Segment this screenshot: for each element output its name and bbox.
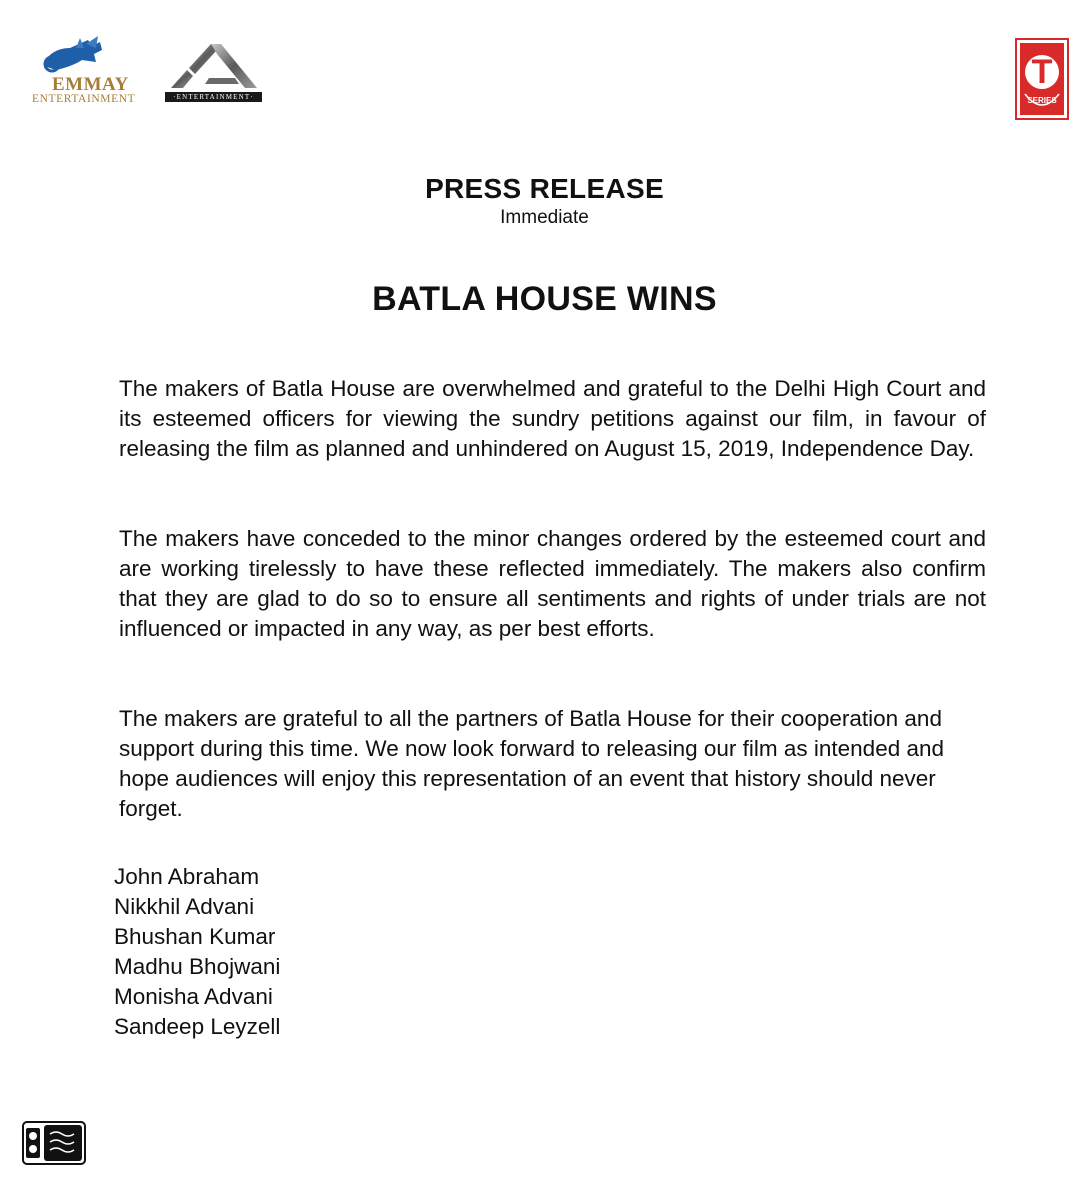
signatory: Madhu Bhojwani bbox=[114, 954, 281, 979]
signatory: Bhushan Kumar bbox=[114, 924, 276, 949]
signatory: Sandeep Leyzell bbox=[114, 1014, 281, 1039]
emmay-lion-icon bbox=[36, 36, 106, 78]
tseries-letter: T bbox=[1031, 53, 1053, 91]
ja-monogram-icon bbox=[165, 40, 262, 92]
press-release-subtitle: Immediate bbox=[500, 207, 589, 228]
body-paragraph: The makers of Batla House are overwhelmed and grateful to the Delhi High Court and its esteemed officers for viewing the sundry petitions against our film, in favour of releasing the film as planned and unhindered on August 15, 2019, Independence Day. bbox=[119, 376, 986, 461]
emmay-entertainment-logo bbox=[30, 36, 142, 106]
body-paragraph: The makers have conceded to the minor changes ordered by the esteemed court and are working tirelessly to have these reflected immediately. The makers also confirm that they are glad to do so to ensure all sentiments and rights of under trials are not influenced or impacted in any way, as per best efforts. bbox=[119, 526, 986, 641]
tseries-logo bbox=[1015, 38, 1069, 120]
signatory: Monisha Advani bbox=[114, 984, 273, 1009]
emmay-subtitle: ENTERTAINMENT bbox=[32, 93, 136, 105]
emmay-wordmark: EMMAY bbox=[52, 74, 129, 95]
signatory: John Abraham bbox=[114, 864, 260, 889]
signatory-list bbox=[114, 862, 280, 1042]
tseries-subtitle: SERIES bbox=[1027, 96, 1057, 105]
body-paragraph: The makers are grateful to all the partners of Batla House for their cooperation and support during this time. We now look forward to releasing our film as intended and hope audiences will enjoy this representation of an event that history should never forget. bbox=[119, 706, 945, 821]
headline: BATLA HOUSE WINS bbox=[372, 280, 717, 318]
ja-entertainment-logo bbox=[165, 40, 265, 102]
production-house-logo bbox=[22, 1120, 86, 1166]
press-release-title: PRESS RELEASE bbox=[425, 173, 664, 204]
signatory: Nikkhil Advani bbox=[114, 894, 255, 919]
film-camera-icon bbox=[22, 1120, 86, 1166]
ja-subtitle: ·ENTERTAINMENT· bbox=[165, 92, 262, 102]
